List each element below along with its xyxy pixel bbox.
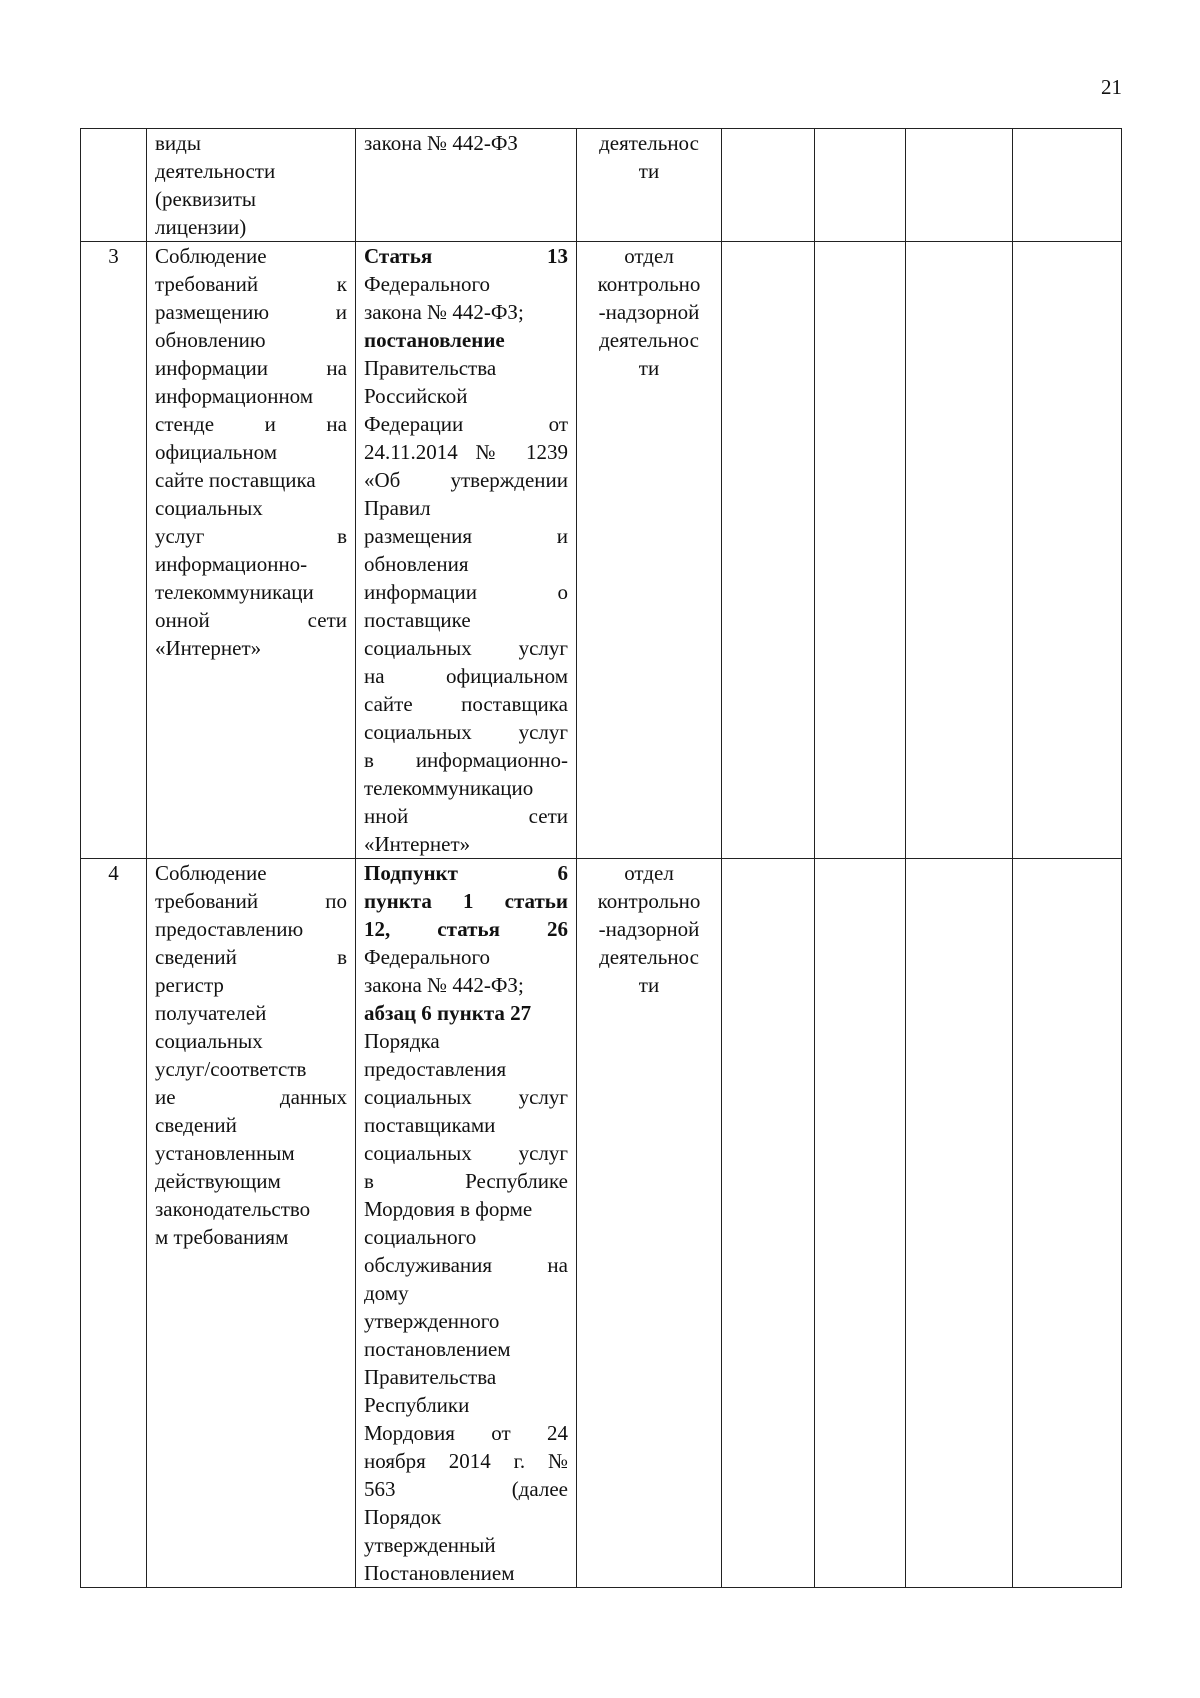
cell-text-line: закона № 442-ФЗ; (364, 973, 524, 997)
cell-text-line: сведений в (155, 945, 347, 969)
legal-basis-cell (356, 859, 577, 1588)
legal-basis-cell (356, 242, 577, 859)
blank-cell (906, 242, 1013, 859)
cell-text-line: Правил (364, 496, 431, 520)
cell-text-line: информации на (155, 356, 347, 380)
blank-cell (722, 859, 815, 1588)
cell-text-line: 12, статья 26 (364, 917, 568, 941)
cell-text-line: (реквизиты (155, 187, 256, 211)
cell-text-line: телекоммуникацио (364, 776, 534, 800)
cell-text-line: социальных услуг (364, 720, 568, 744)
cell-text-line: информационном (155, 384, 314, 408)
cell-text-line: отдел (624, 244, 674, 268)
cell-text-line: социальных услуг (364, 1085, 568, 1109)
cell-text-line: деятельнос (599, 131, 699, 155)
cell-text-line: Правительства (364, 1365, 497, 1389)
cell-text-line: абзац 6 пункта 27 (364, 1001, 532, 1025)
cell-text-line: Соблюдение (155, 244, 267, 268)
cell-text-line: получателей (155, 1001, 267, 1025)
cell-text-line: контрольно (597, 889, 701, 913)
cell-text-line: закона № 442-ФЗ; (364, 300, 524, 324)
cell-text-line: постановлением (364, 1337, 511, 1361)
cell-text-line: «Интернет» (364, 832, 471, 856)
cell-text-line: отдел (624, 861, 674, 885)
table-row (81, 129, 1122, 242)
cell-text-line: сведений (155, 1113, 237, 1137)
cell-text-line: Российской (364, 384, 468, 408)
cell-text-line: поставщиками (364, 1113, 496, 1137)
cell-text-line: закона № 442-ФЗ (364, 131, 518, 155)
row-number-cell: 3 (81, 242, 147, 859)
cell-text-line: виды (155, 131, 201, 155)
cell-text-line: постановление (364, 328, 505, 352)
cell-text-line: дому (364, 1281, 409, 1305)
cell-text-line: социальных услуг (364, 636, 568, 660)
page-number: 21 (1101, 75, 1122, 99)
cell-text-line: социальных услуг (364, 1141, 568, 1165)
requirement-cell (147, 129, 356, 242)
blank-cell (815, 242, 906, 859)
responsible-department-cell (577, 242, 722, 859)
cell-text-line: услуг/соответств (155, 1057, 307, 1081)
inspection-requirements-table (80, 128, 1122, 1588)
cell-text-line: утвержденного (364, 1309, 500, 1333)
cell-text-line: сайте поставщика (364, 692, 568, 716)
blank-cell (722, 129, 815, 242)
cell-text-line: Подпункт 6 (364, 861, 568, 885)
blank-cell (722, 242, 815, 859)
blank-cell (1013, 129, 1122, 242)
cell-text-line: услуг в (155, 524, 347, 548)
cell-text-line: в Республике (364, 1169, 568, 1193)
cell-text-line: пункта 1 статьи (364, 889, 568, 913)
cell-text-line: Соблюдение (155, 861, 267, 885)
cell-text-line: «Интернет» (155, 636, 262, 660)
cell-text-line: размещения и (364, 524, 568, 548)
row-number-cell (81, 129, 147, 242)
cell-text-line: на официальном (364, 664, 568, 688)
row-number-cell: 4 (81, 859, 147, 1588)
cell-text-line: предоставления (364, 1057, 507, 1081)
cell-text-line: ти (638, 973, 660, 997)
blank-cell (815, 859, 906, 1588)
cell-text-line: информационно- (155, 552, 308, 576)
cell-text-line: ие данных (155, 1085, 347, 1109)
cell-text-line: предоставлению (155, 917, 304, 941)
cell-text-line: информации о (364, 580, 568, 604)
cell-text-line: регистр (155, 973, 224, 997)
cell-text-line: обновлению (155, 328, 266, 352)
cell-text-line: деятельнос (599, 328, 699, 352)
cell-text-line: официальном (155, 440, 278, 464)
table-row (81, 242, 1122, 859)
cell-text-line: 24.11.2014 № 1239 (364, 440, 568, 464)
cell-text-line: Статья 13 (364, 244, 568, 268)
cell-text-line: установленным (155, 1141, 295, 1165)
cell-text-line: деятельности (155, 159, 276, 183)
cell-text-line: Мордовия в форме (364, 1197, 533, 1221)
blank-cell (906, 129, 1013, 242)
legal-basis-cell (356, 129, 577, 242)
cell-text-line: обновления (364, 552, 469, 576)
cell-text-line: контрольно (597, 272, 701, 296)
cell-text-line: социальных (155, 496, 263, 520)
cell-text-line: -надзорной (598, 917, 700, 941)
cell-text-line: ти (638, 159, 660, 183)
cell-text-line: требований по (155, 889, 347, 913)
cell-text-line: утвержденный (364, 1533, 496, 1557)
cell-text-line: сайте поставщика (155, 468, 316, 492)
requirement-cell (147, 242, 356, 859)
cell-text-line: м требованиям (155, 1225, 289, 1249)
cell-text-line: социального (364, 1225, 477, 1249)
cell-text-line: «Об утверждении (364, 468, 568, 492)
cell-text-line: действующим (155, 1169, 281, 1193)
cell-text-line: лицензии) (155, 215, 247, 239)
cell-text-line: социальных (155, 1029, 263, 1053)
cell-text-line: Постановлением (364, 1561, 515, 1585)
cell-text-line: Республики (364, 1393, 470, 1417)
blank-cell (815, 129, 906, 242)
cell-text-line: требований к (155, 272, 347, 296)
cell-text-line: 563 (далее (364, 1477, 568, 1501)
cell-text-line: законодательство (155, 1197, 311, 1221)
cell-text-line: -надзорной (598, 300, 700, 324)
cell-text-line: Федерального (364, 272, 491, 296)
cell-text-line: онной сети (155, 608, 347, 632)
blank-cell (906, 859, 1013, 1588)
cell-text-line: Мордовия от 24 (364, 1421, 568, 1445)
cell-text-line: поставщике (364, 608, 471, 632)
responsible-department-cell (577, 859, 722, 1588)
blank-cell (1013, 242, 1122, 859)
cell-text-line: Порядок (364, 1505, 442, 1529)
cell-text-line: размещению и (155, 300, 347, 324)
cell-text-line: Федерации от (364, 412, 568, 436)
cell-text-line: Порядка (364, 1029, 440, 1053)
cell-text-line: в информационно- (364, 748, 568, 772)
responsible-department-cell (577, 129, 722, 242)
cell-text-line: телекоммуникаци (155, 580, 314, 604)
cell-text-line: ноября 2014 г. № (364, 1449, 568, 1473)
cell-text-line: стенде и на (155, 412, 347, 436)
cell-text-line: Правительства (364, 356, 497, 380)
cell-text-line: обслуживания на (364, 1253, 568, 1277)
cell-text-line: ти (638, 356, 660, 380)
cell-text-line: Федерального (364, 945, 491, 969)
cell-text-line: деятельнос (599, 945, 699, 969)
table-row (81, 859, 1122, 1588)
requirement-cell (147, 859, 356, 1588)
blank-cell (1013, 859, 1122, 1588)
cell-text-line: нной сети (364, 804, 568, 828)
